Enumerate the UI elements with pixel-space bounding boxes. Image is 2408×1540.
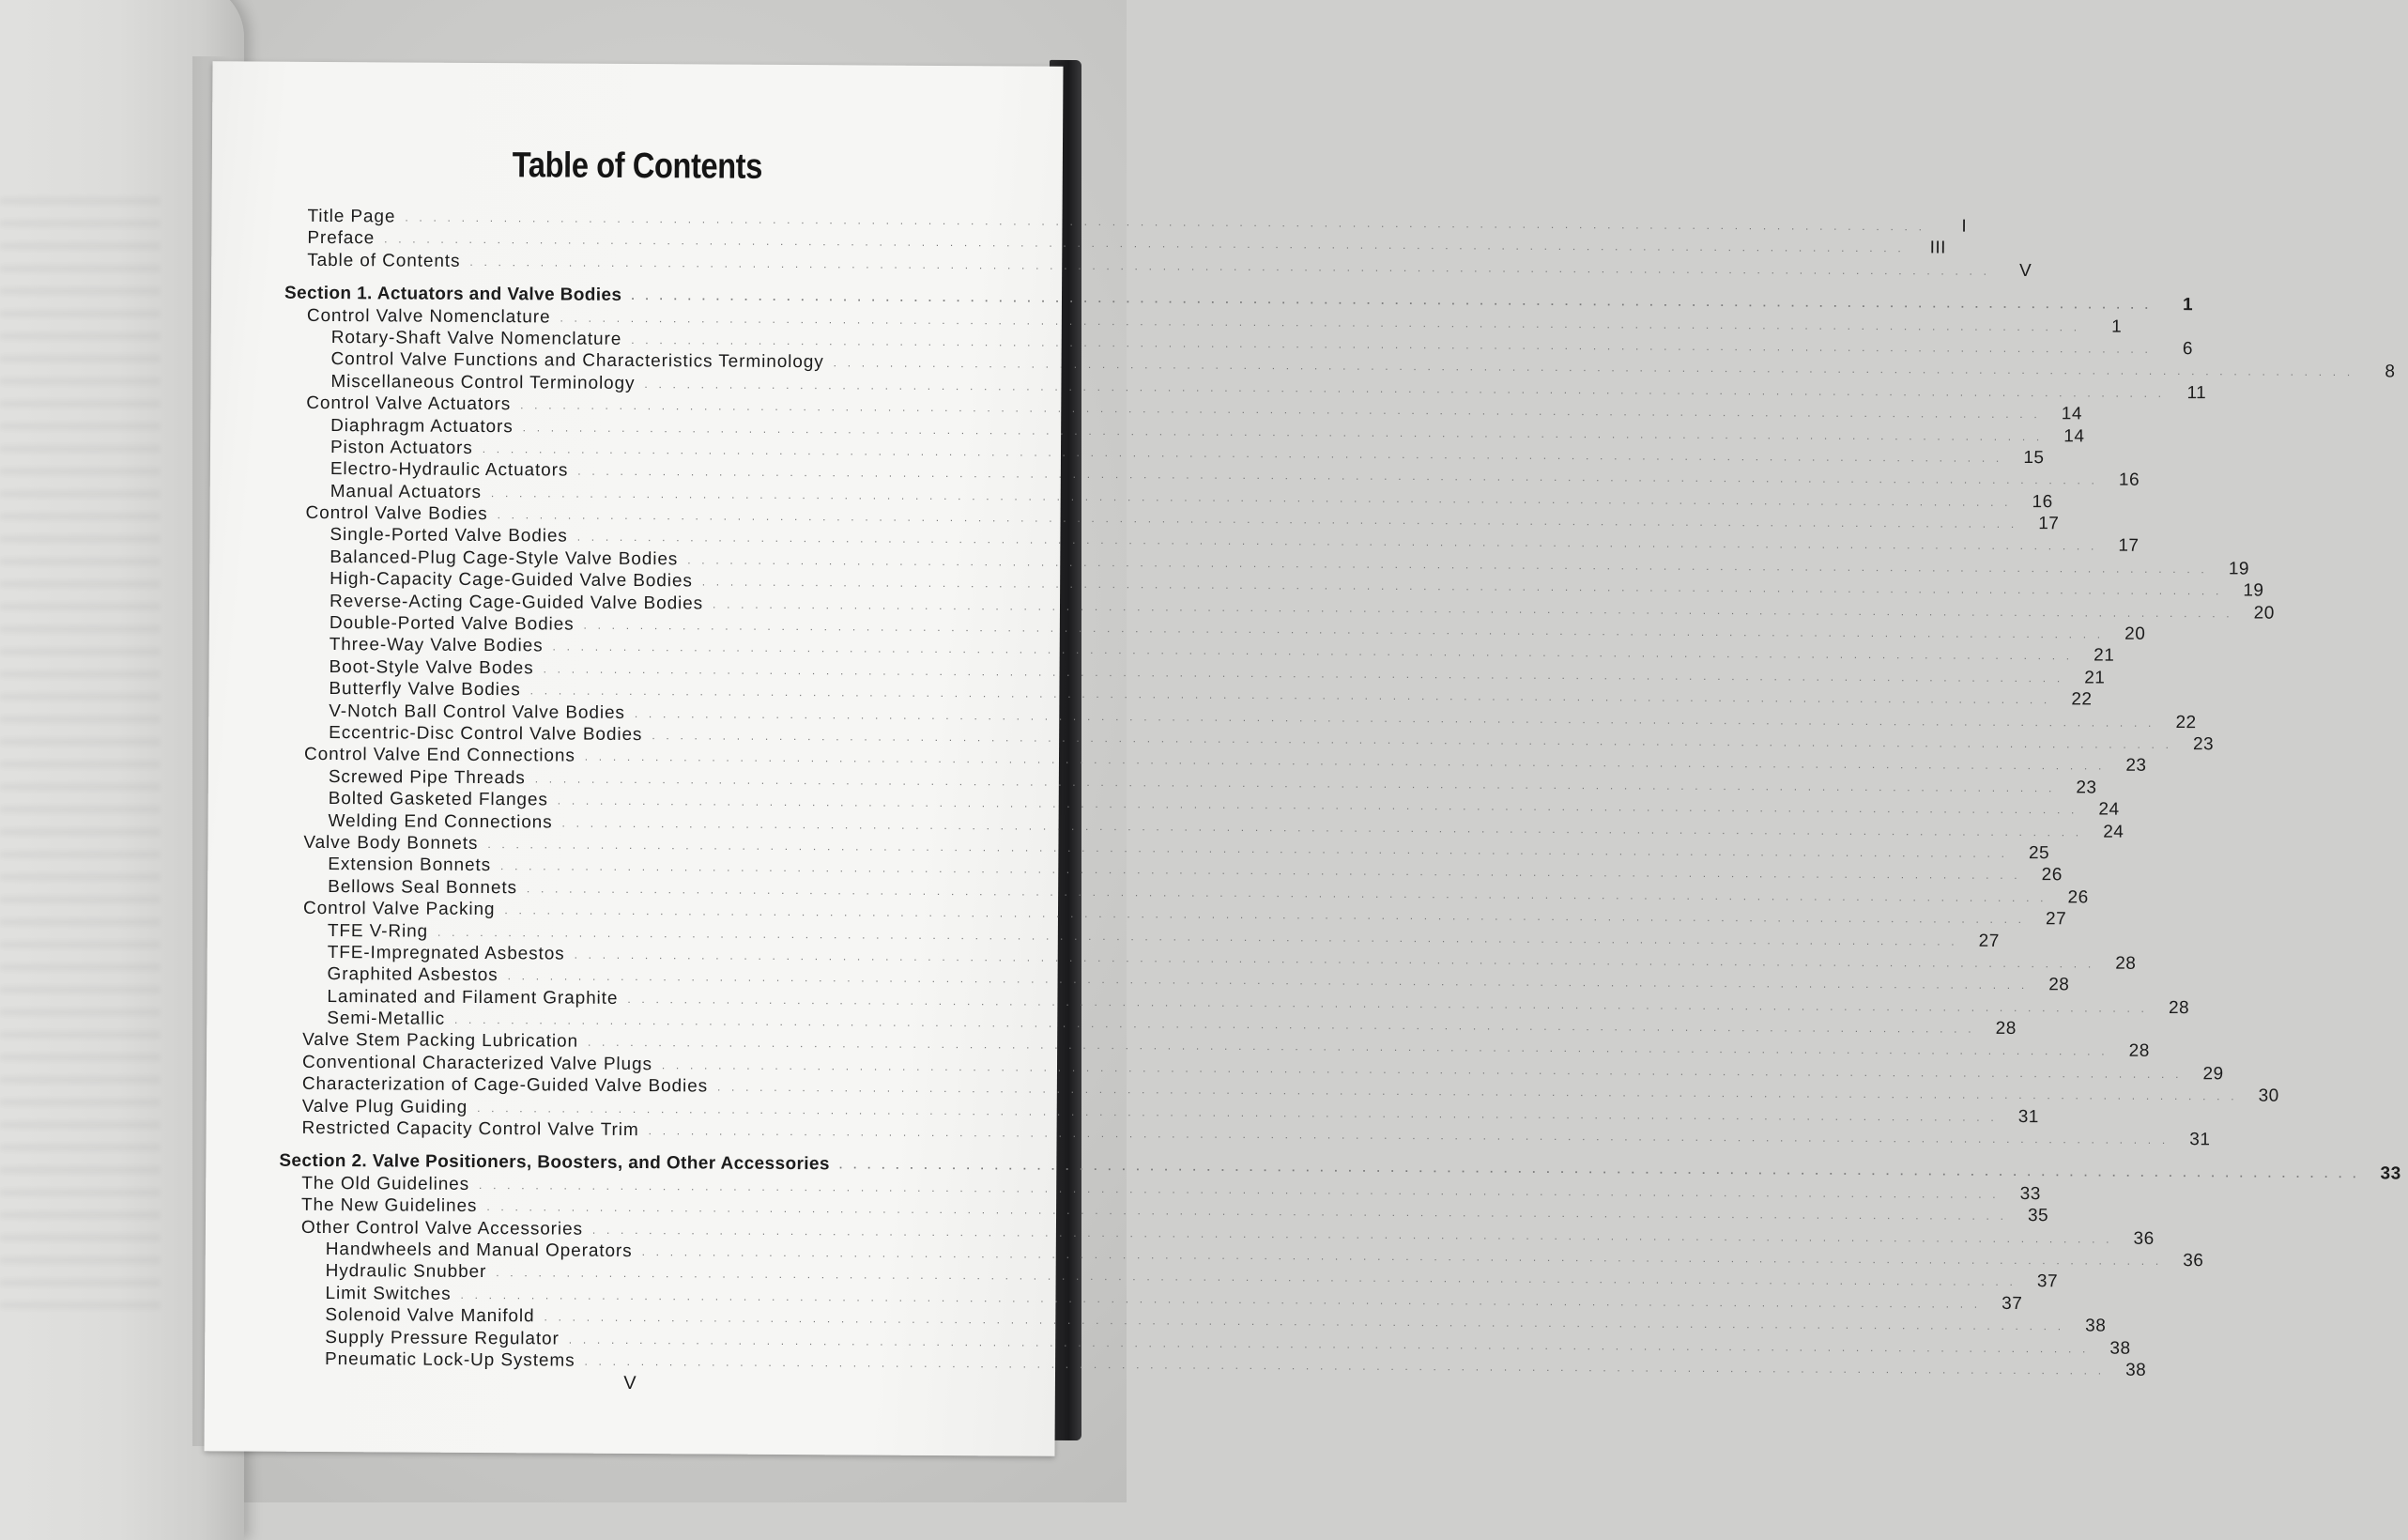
toc-page-number: 8: [2385, 362, 2396, 382]
toc-entry-title: Bellows Seal Bonnets: [328, 876, 518, 898]
toc-page-number: 37: [2002, 1293, 2023, 1314]
dot-leader: . . . . . . . . . . . . . . . . . . . . . . . . . . . . . . . . . . . . . . . . . . . . . . . . . . . . . . . . . . . . . . . . . . . . . . . . . . . . . . . . . . . . . . . . . . . . . . . . . . . . . . . . . . . .: [583, 618, 2105, 641]
toc-page-number: 26: [2067, 887, 2089, 908]
toc-entry-title: TFE V-Ring: [327, 920, 429, 942]
toc-entry-title: The Old Guidelines: [301, 1173, 470, 1194]
toc-page-number: 33: [2019, 1183, 2041, 1204]
toc-entry-title: Screwed Pipe Threads: [328, 766, 526, 789]
page-number: V: [623, 1372, 637, 1394]
dot-leader: . . . . . . . . . . . . . . . . . . . . . . . . . . . . . . . . . . . . . . . . . . . . . . . . . . . . . . . . . . . . . . . . . . . . . . . . . . . . . . . . . . . . . . . . . . . . . . . . . . . . . . . . . . . .: [568, 1332, 2090, 1356]
dot-leader: . . . . . . . . . . . . . . . . . . . . . . . . . . . . . . . . . . . . . . . . . . . . . . . . . . . . . . . . . . . . . . . . . . . . . . . . . . . . . . . . . . . . . . . . . . . . . . . . . . . . . . . . . . . .: [631, 289, 2153, 313]
dot-leader: . . . . . . . . . . . . . . . . . . . . . . . . . . . . . . . . . . . . . . . . . . . . . . . . . . . . . . . . . . . . . . . . . . . . . . . . . . . . . . . . . . . . . . . . . . . . . . . . . . . . . . . . . . . .: [490, 485, 2012, 509]
toc-entry-title: Piston Actuators: [330, 437, 473, 458]
dot-leader: . . . . . . . . . . . . . . . . . . . . . . . . . . . . . . . . . . . . . . . . . . . . . . . . . . . . . . . . . . . . . . . . . . . . . . . . . . . . . . . . . . . . . . . . . . . . . . . . . . . . . . . . . . . .: [507, 969, 2029, 993]
dot-leader: . . . . . . . . . . . . . . . . . . . . . . . . . . . . . . . . . . . . . . . . . . . . . . . . . . . . . . . . . . . . . . . . . . . . . . . . . . . . . . . . . . . . . . . . . . . . . . . . . . . . . . . . . . . .: [486, 1200, 2008, 1224]
dot-leader: . . . . . . . . . . . . . . . . . . . . . . . . . . . . . . . . . . . . . . . . . . . . . . . . . . . . . . . . . . . . . . . . . . . . . . . . . . . . . . . . . . . . . . . . . . . . . . . . . . . . . . . . . . . .: [713, 597, 2233, 621]
toc-entry-title: TFE-Impregnated Asbestos: [327, 942, 565, 964]
toc-entry-title: Eccentric-Disc Control Valve Bodies: [329, 722, 643, 746]
toc-page-number: III: [1929, 238, 1947, 258]
dot-leader: . . . . . . . . . . . . . . . . . . . . . . . . . . . . . . . . . . . . . . . . . . . . . . . . . . . . . . . . . . . . . . . . . . . . . . . . . . . . . . . . . . . . . . . . . . . . . . . . . . . . . . . . . . . .: [453, 1012, 1975, 1036]
toc-page-number: 26: [2041, 865, 2063, 886]
toc-page-number: 22: [2071, 689, 2093, 710]
toc-page-number: 38: [2109, 1338, 2131, 1359]
dot-leader: . . . . . . . . . . . . . . . . . . . . . . . . . . . . . . . . . . . . . . . . . . . . . . . . . . . . . . . . . . . . . . . . . . . . . . . . . . . . . . . . . . . . . . . . . . . . . . . . . . . . . . . . . . . .: [577, 464, 2099, 487]
dot-leader: . . . . . . . . . . . . . . . . . . . . . . . . . . . . . . . . . . . . . . . . . . . . . . . . . . . . . . . . . . . . . . . . . . . . . . . . . . . . . . . . . . . . . . . . . . . . . . . . . . . . . . . . . . . .: [576, 531, 2098, 553]
dot-leader: . . . . . . . . . . . . . . . . . . . . . . . . . . . . . . . . . . . . . . . . . . . . . . . . . . . . . . . . . . . . . . . . . . . . . . . . . . . . . . . . . . . . . . . . . . . . . . . . . . . . . . . . . . . .: [460, 1287, 1982, 1311]
toc-page-number: 15: [2023, 447, 2045, 469]
toc-entry: [284, 250, 2032, 281]
toc-page-number: 28: [2168, 997, 2190, 1018]
toc-entry-title: Valve Body Bonnets: [303, 832, 479, 854]
toc-page-number: 28: [2048, 975, 2070, 995]
toc-entry-title: Three-Way Valve Bodies: [329, 635, 544, 656]
toc-page-number: 36: [2133, 1228, 2155, 1249]
toc-page-number: 23: [2125, 756, 2147, 777]
dot-leader: . . . . . . . . . . . . . . . . . . . . . . . . . . . . . . . . . . . . . . . . . . . . . . . . . . . . . . . . . . . . . . . . . . . . . . . . . . . . . . . . . . . . . . . . . . . . . . . . . . . . . . . . . . . .: [557, 793, 2078, 817]
dot-leader: . . . . . . . . . . . . . . . . . . . . . . . . . . . . . . . . . . . . . . . . . . . . . . . . . . . . . . . . . . . . . . . . . . . . . . . . . . . . . . . . . . . . . . . . . . . . . . . . . . . . . . . . . . . .: [482, 441, 2003, 465]
toc-page-number: 21: [2084, 668, 2106, 688]
toc-entry-title: Title Page: [307, 206, 396, 227]
dot-leader: . . . . . . . . . . . . . . . . . . . . . . . . . . . . . . . . . . . . . . . . . . . . . . . . . . . . . . . . . . . . . . . . . . . . . . . . . . . . . . . . . . . . . . . . . . . . . . . . . . . . . . . . . . . .: [716, 1080, 2238, 1103]
toc-page-number: 25: [2028, 843, 2050, 864]
toc-entry-title: Control Valve Packing: [302, 898, 496, 920]
dot-leader: . . . . . . . . . . . . . . . . . . . . . . . . . . . . . . . . . . . . . . . . . . . . . . . . . . . . . . . . . . . . . . . . . . . . . . . . . . . . . . . . . . . . . . . . . . . . . . . . . . . . . . . . . . . .: [631, 332, 2153, 356]
dot-leader: . . . . . . . . . . . . . . . . . . . . . . . . . . . . . . . . . . . . . . . . . . . . . . . . . . . . . . . . . . . . . . . . . . . . . . . . . . . . . . . . . . . . . . . . . . . . . . . . . . . . . . . . . . . .: [587, 1036, 2109, 1059]
dot-leader: . . . . . . . . . . . . . . . . . . . . . . . . . . . . . . . . . . . . . . . . . . . . . . . . . . . . . . . . . . . . . . . . . . . . . . . . . . . . . . . . . . . . . . . . . . . . . . . . . . . . . . . . . . . .: [648, 1124, 2170, 1147]
toc-entry-title: Miscellaneous Control Terminology: [330, 371, 636, 393]
toc-page-number: 28: [2128, 1041, 2150, 1062]
toc-page-number: 28: [1995, 1018, 2017, 1040]
toc-entry-title: Single-Ported Valve Bodies: [330, 525, 568, 547]
toc-entry-title: Control Valve End Connections: [303, 745, 575, 766]
toc-entry-title: Conventional Characterized Valve Plugs: [301, 1052, 652, 1074]
page-title: Table of Contents: [512, 146, 763, 187]
toc-entry-title: Supply Pressure Regulator: [325, 1327, 560, 1349]
dot-leader: . . . . . . . . . . . . . . . . . . . . . . . . . . . . . . . . . . . . . . . . . . . . . . . . . . . . . . . . . . . . . . . . . . . . . . . . . . . . . . . . . . . . . . . . . . . . . . . . . . . . . . . . . . . .: [405, 210, 1926, 234]
toc-entry-title: The New Guidelines: [301, 1195, 478, 1217]
toc-page-number: 14: [2061, 404, 2082, 424]
dot-leader: . . . . . . . . . . . . . . . . . . . . . . . . . . . . . . . . . . . . . . . . . . . . . . . . . . . . . . . . . . . . . . . . . . . . . . . . . . . . . . . . . . . . . . . . . . . . . . . . . . . . . . . . . . . .: [437, 925, 1958, 948]
toc-page-number: 24: [2103, 822, 2124, 842]
dot-leader: . . . . . . . . . . . . . . . . . . . . . . . . . . . . . . . . . . . . . . . . . . . . . . . . . . . . . . . . . . . . . . . . . . . . . . . . . . . . . . . . . . . . . . . . . . . . . . . . . . . . . . . . . . . .: [661, 1058, 2183, 1081]
dot-leader: . . . . . . . . . . . . . . . . . . . . . . . . . . . . . . . . . . . . . . . . . . . . . . . . . . . . . . . . . . . . . . . . . . . . . . . . . . . . . . . . . . . . . . . . . . . . . . . . . . . . . . . . . . . .: [496, 1266, 2017, 1289]
dot-leader: . . . . . . . . . . . . . . . . . . . . . . . . . . . . . . . . . . . . . . . . . . . . . . . . . . . . . . . . . . . . . . . . . . . . . . . . . . . . . . . . . . . . . . . . . . . . . . . . . . . . . . . . . . . .: [833, 356, 2354, 379]
dot-leader: . . . . . . . . . . . . . . . . . . . . . . . . . . . . . . . . . . . . . . . . . . . . . . . . . . . . . . . . . . . . . . . . . . . . . . . . . . . . . . . . . . . . . . . . . . . . . . . . . . . . . . . . . . . .: [479, 1178, 2000, 1201]
toc-entry-title: Control Valve Bodies: [305, 502, 488, 525]
dot-leader: . . . . . . . . . . . . . . . . . . . . . . . . . . . . . . . . . . . . . . . . . . . . . . . . . . . . . . . . . . . . . . . . . . . . . . . . . . . . . . . . . . . . . . . . . . . . . . . . . . . . . . . . . . . .: [574, 947, 2095, 971]
toc-entry-title: Table of Contents: [307, 250, 461, 271]
toc-entry: [280, 1117, 2211, 1150]
toc-page-number: 17: [2118, 536, 2140, 557]
toc-page-number: 27: [2046, 909, 2067, 930]
toc-page-number: 23: [2076, 778, 2097, 798]
toc-entry-title: Valve Plug Guiding: [301, 1096, 468, 1117]
toc-page-number: 30: [2258, 1086, 2279, 1106]
toc-page-number: 31: [2189, 1130, 2211, 1150]
dot-leader: . . . . . . . . . . . . . . . . . . . . . . . . . . . . . . . . . . . . . . . . . . . . . . . . . . . . . . . . . . . . . . . . . . . . . . . . . . . . . . . . . . . . . . . . . . . . . . . . . . . . . . . . . . . .: [687, 553, 2209, 577]
toc-entry-title: Graphited Asbestos: [327, 964, 498, 986]
toc-entry-title: Section 1. Actuators and Valve Bodies: [284, 283, 622, 306]
dot-leader: . . . . . . . . . . . . . . . . . . . . . . . . . . . . . . . . . . . . . . . . . . . . . . . . . . . . . . . . . . . . . . . . . . . . . . . . . . . . . . . . . . . . . . . . . . . . . . . . . . . . . . . . . . . .: [529, 684, 2051, 707]
toc-entry-title: Solenoid Valve Manifold: [325, 1305, 535, 1327]
toc-entry-title: Preface: [307, 228, 376, 249]
toc-entry-title: Control Valve Nomenclature: [306, 305, 551, 328]
toc-entry-title: Control Valve Actuators: [306, 393, 512, 415]
toc-entry-title: Extension Bonnets: [328, 855, 492, 876]
dot-leader: . . . . . . . . . . . . . . . . . . . . . . . . . . . . . . . . . . . . . . . . . . . . . . . . . . . . . . . . . . . . . . . . . . . . . . . . . . . . . . . . . . . . . . . . . . . . . . . . . . . . . . . . . . . .: [534, 772, 2056, 795]
dot-leader: . . . . . . . . . . . . . . . . . . . . . . . . . . . . . . . . . . . . . . . . . . . . . . . . . . . . . . . . . . . . . . . . . . . . . . . . . . . . . . . . . . . . . . . . . . . . . . . . . . . . . . . . . . . .: [469, 254, 1991, 278]
dot-leader: . . . . . . . . . . . . . . . . . . . . . . . . . . . . . . . . . . . . . . . . . . . . . . . . . . . . . . . . . . . . . . . . . . . . . . . . . . . . . . . . . . . . . . . . . . . . . . . . . . . . . . . . . . . .: [634, 706, 2155, 730]
toc-entry-title: Butterfly Valve Bodies: [329, 679, 521, 701]
dot-leader: . . . . . . . . . . . . . . . . . . . . . . . . . . . . . . . . . . . . . . . . . . . . . . . . . . . . . . . . . . . . . . . . . . . . . . . . . . . . . . . . . . . . . . . . . . . . . . . . . . . . . . . . . . . .: [561, 816, 2083, 839]
toc-entry-title: Laminated and Filament Graphite: [327, 986, 619, 1009]
dot-leader: . . . . . . . . . . . . . . . . . . . . . . . . . . . . . . . . . . . . . . . . . . . . . . . . . . . . . . . . . . . . . . . . . . . . . . . . . . . . . . . . . . . . . . . . . . . . . . . . . . . . . . . . . . . .: [543, 662, 2064, 685]
dot-leader: . . . . . . . . . . . . . . . . . . . . . . . . . . . . . . . . . . . . . . . . . . . . . . . . . . . . . . . . . . . . . . . . . . . . . . . . . . . . . . . . . . . . . . . . . . . . . . . . . . . . . . . . . . . .: [526, 882, 2048, 904]
toc-page-number: 37: [2036, 1271, 2059, 1292]
dot-leader: . . . . . . . . . . . . . . . . . . . . . . . . . . . . . . . . . . . . . . . . . . . . . . . . . . . . . . . . . . . . . . . . . . . . . . . . . . . . . . . . . . . . . . . . . . . . . . . . . . . . . . . . . . . .: [584, 750, 2106, 773]
toc-page-number: 17: [2038, 514, 2060, 534]
dot-leader: . . . . . . . . . . . . . . . . . . . . . . . . . . . . . . . . . . . . . . . . . . . . . . . . . . . . . . . . . . . . . . . . . . . . . . . . . . . . . . . . . . . . . . . . . . . . . . . . . . . . . . . . . . . .: [838, 1158, 2360, 1181]
toc-entry-title: Reverse-Acting Cage-Guided Valve Bodies: [329, 591, 704, 614]
dot-leader: . . . . . . . . . . . . . . . . . . . . . . . . . . . . . . . . . . . . . . . . . . . . . . . . . . . . . . . . . . . . . . . . . . . . . . . . . . . . . . . . . . . . . . . . . . . . . . . . . . . . . . . . . . . .: [641, 1245, 2163, 1268]
toc-page-number: 29: [2202, 1064, 2224, 1085]
contents-page: [204, 61, 2401, 1456]
toc-entry-title: Boot-Style Valve Bodes: [329, 656, 534, 679]
toc-entry-title: Handwheels and Manual Operators: [325, 1239, 633, 1261]
toc-page-number: 24: [2098, 799, 2120, 820]
dot-leader: . . . . . . . . . . . . . . . . . . . . . . . . . . . . . . . . . . . . . . . . . . . . . . . . . . . . . . . . . . . . . . . . . . . . . . . . . . . . . . . . . . . . . . . . . . . . . . . . . . . . . . . . . . . .: [504, 903, 2026, 927]
toc-page-number: 27: [1978, 931, 2000, 951]
toc-entry-title: High-Capacity Cage-Guided Valve Bodies: [330, 569, 693, 592]
toc-page-number: 38: [2085, 1316, 2107, 1336]
table-of-contents: [278, 206, 2401, 1380]
toc-entry-title: Double-Ported Valve Bodies: [329, 613, 575, 635]
toc-entry-title: Semi-Metallic: [327, 1009, 446, 1029]
dot-leader: . . . . . . . . . . . . . . . . . . . . . . . . . . . . . . . . . . . . . . . . . . . . . . . . . . . . . . . . . . . . . . . . . . . . . . . . . . . . . . . . . . . . . . . . . . . . . . . . . . . . . . . . . . . .: [500, 859, 2021, 883]
toc-page-number: 1: [2111, 316, 2123, 337]
dot-leader: . . . . . . . . . . . . . . . . . . . . . . . . . . . . . . . . . . . . . . . . . . . . . . . . . . . . . . . . . . . . . . . . . . . . . . . . . . . . . . . . . . . . . . . . . . . . . . . . . . . . . . . . . . . .: [652, 729, 2173, 751]
toc-entry-title: Bolted Gasketed Flanges: [328, 789, 548, 810]
toc-page-number: 19: [2228, 559, 2250, 579]
toc-page-number: 16: [2032, 491, 2053, 512]
dot-leader: . . . . . . . . . . . . . . . . . . . . . . . . . . . . . . . . . . . . . . . . . . . . . . . . . . . . . . . . . . . . . . . . . . . . . . . . . . . . . . . . . . . . . . . . . . . . . . . . . . . . . . . . . . . .: [522, 420, 2044, 443]
toc-entry-title: Electro-Hydraulic Actuators: [330, 459, 569, 481]
toc-page-number: 22: [2175, 712, 2197, 732]
dot-leader: . . . . . . . . . . . . . . . . . . . . . . . . . . . . . . . . . . . . . . . . . . . . . . . . . . . . . . . . . . . . . . . . . . . . . . . . . . . . . . . . . . . . . . . . . . . . . . . . . . . . . . . . . . . .: [701, 575, 2223, 598]
dot-leader: . . . . . . . . . . . . . . . . . . . . . . . . . . . . . . . . . . . . . . . . . . . . . . . . . . . . . . . . . . . . . . . . . . . . . . . . . . . . . . . . . . . . . . . . . . . . . . . . . . . . . . . . . . . .: [560, 311, 2081, 333]
toc-page-number: 33: [2380, 1163, 2401, 1184]
toc-entry-title: Restricted Capacity Control Valve Trim: [301, 1117, 639, 1141]
dot-leader: . . . . . . . . . . . . . . . . . . . . . . . . . . . . . . . . . . . . . . . . . . . . . . . . . . . . . . . . . . . . . . . . . . . . . . . . . . . . . . . . . . . . . . . . . . . . . . . . . . . . . . . . . . . .: [584, 1354, 2106, 1378]
dot-leader: . . . . . . . . . . . . . . . . . . . . . . . . . . . . . . . . . . . . . . . . . . . . . . . . . . . . . . . . . . . . . . . . . . . . . . . . . . . . . . . . . . . . . . . . . . . . . . . . . . . . . . . . . . . .: [487, 837, 2009, 860]
toc-page-number: 20: [2253, 603, 2275, 624]
dot-leader: . . . . . . . . . . . . . . . . . . . . . . . . . . . . . . . . . . . . . . . . . . . . . . . . . . . . . . . . . . . . . . . . . . . . . . . . . . . . . . . . . . . . . . . . . . . . . . . . . . . . . . . . . . . .: [627, 992, 2149, 1015]
toc-page-number: 28: [2115, 953, 2137, 974]
toc-entry-title: Balanced-Plug Cage-Style Valve Bodies: [330, 547, 679, 570]
toc-entry-title: Control Valve Functions and Characteristics Terminology: [330, 349, 824, 373]
toc-entry-title: Characterization of Cage-Guided Valve Bodies: [301, 1074, 709, 1097]
toc-page-number: 20: [2124, 624, 2146, 644]
dot-leader: . . . . . . . . . . . . . . . . . . . . . . . . . . . . . . . . . . . . . . . . . . . . . . . . . . . . . . . . . . . . . . . . . . . . . . . . . . . . . . . . . . . . . . . . . . . . . . . . . . . . . . . . . . . .: [552, 639, 2074, 663]
toc-entry-title: Welding End Connections: [328, 810, 553, 833]
toc-page-number: I: [1961, 216, 1968, 237]
toc-entry-title: Limit Switches: [325, 1283, 452, 1304]
dot-leader: . . . . . . . . . . . . . . . . . . . . . . . . . . . . . . . . . . . . . . . . . . . . . . . . . . . . . . . . . . . . . . . . . . . . . . . . . . . . . . . . . . . . . . . . . . . . . . . . . . . . . . . . . . . .: [477, 1101, 1998, 1124]
toc-page-number: 6: [2182, 339, 2194, 360]
dot-leader: . . . . . . . . . . . . . . . . . . . . . . . . . . . . . . . . . . . . . . . . . . . . . . . . . . . . . . . . . . . . . . . . . . . . . . . . . . . . . . . . . . . . . . . . . . . . . . . . . . . . . . . . . . . .: [520, 398, 2041, 422]
toc-entry-title: Rotary-Shaft Valve Nomenclature: [330, 327, 622, 349]
toc-entry-title: Hydraulic Snubber: [325, 1261, 487, 1283]
toc-page-number: 19: [2243, 580, 2264, 601]
toc-entry-title: Valve Stem Packing Lubrication: [302, 1030, 579, 1053]
dot-leader: . . . . . . . . . . . . . . . . . . . . . . . . . . . . . . . . . . . . . . . . . . . . . . . . . . . . . . . . . . . . . . . . . . . . . . . . . . . . . . . . . . . . . . . . . . . . . . . . . . . . . . . . . . . .: [544, 1310, 2065, 1333]
toc-entry-title: Diaphragm Actuators: [330, 415, 514, 437]
toc-page-number: 31: [2017, 1106, 2039, 1127]
toc-page-number: V: [2018, 260, 2032, 281]
toc-page-number: 16: [2118, 470, 2140, 491]
toc-page-number: 23: [2192, 734, 2215, 755]
toc-page-number: 14: [2063, 425, 2085, 446]
toc-entry-title: Pneumatic Lock-Up Systems: [325, 1348, 575, 1371]
toc-page-number: 1: [2183, 295, 2194, 316]
toc-page-number: 21: [2094, 645, 2115, 667]
dot-leader: . . . . . . . . . . . . . . . . . . . . . . . . . . . . . . . . . . . . . . . . . . . . . . . . . . . . . . . . . . . . . . . . . . . . . . . . . . . . . . . . . . . . . . . . . . . . . . . . . . . . . . . . . . . .: [591, 1223, 2113, 1246]
toc-page-number: 11: [2186, 382, 2207, 403]
toc-page-number: 35: [2027, 1206, 2049, 1226]
dot-leader: . . . . . . . . . . . . . . . . . . . . . . . . . . . . . . . . . . . . . . . . . . . . . . . . . . . . . . . . . . . . . . . . . . . . . . . . . . . . . . . . . . . . . . . . . . . . . . . . . . . . . . . . . . . .: [384, 232, 1905, 255]
dot-leader: . . . . . . . . . . . . . . . . . . . . . . . . . . . . . . . . . . . . . . . . . . . . . . . . . . . . . . . . . . . . . . . . . . . . . . . . . . . . . . . . . . . . . . . . . . . . . . . . . . . . . . . . . . . .: [644, 377, 2166, 400]
left-page-bleed-through: [0, 197, 160, 1324]
toc-page-number: 36: [2183, 1251, 2204, 1271]
toc-entry-title: Manual Actuators: [330, 481, 483, 502]
toc-page-number: 38: [2125, 1360, 2147, 1380]
toc-entry-title: Section 2. Valve Positioners, Boosters, and Other Accessories: [279, 1151, 830, 1175]
dot-leader: . . . . . . . . . . . . . . . . . . . . . . . . . . . . . . . . . . . . . . . . . . . . . . . . . . . . . . . . . . . . . . . . . . . . . . . . . . . . . . . . . . . . . . . . . . . . . . . . . . . . . . . . . . . .: [497, 508, 2018, 531]
toc-entry-title: V-Notch Ball Control Valve Bodies: [329, 701, 625, 723]
toc-entry-title: Other Control Valve Accessories: [300, 1217, 584, 1240]
